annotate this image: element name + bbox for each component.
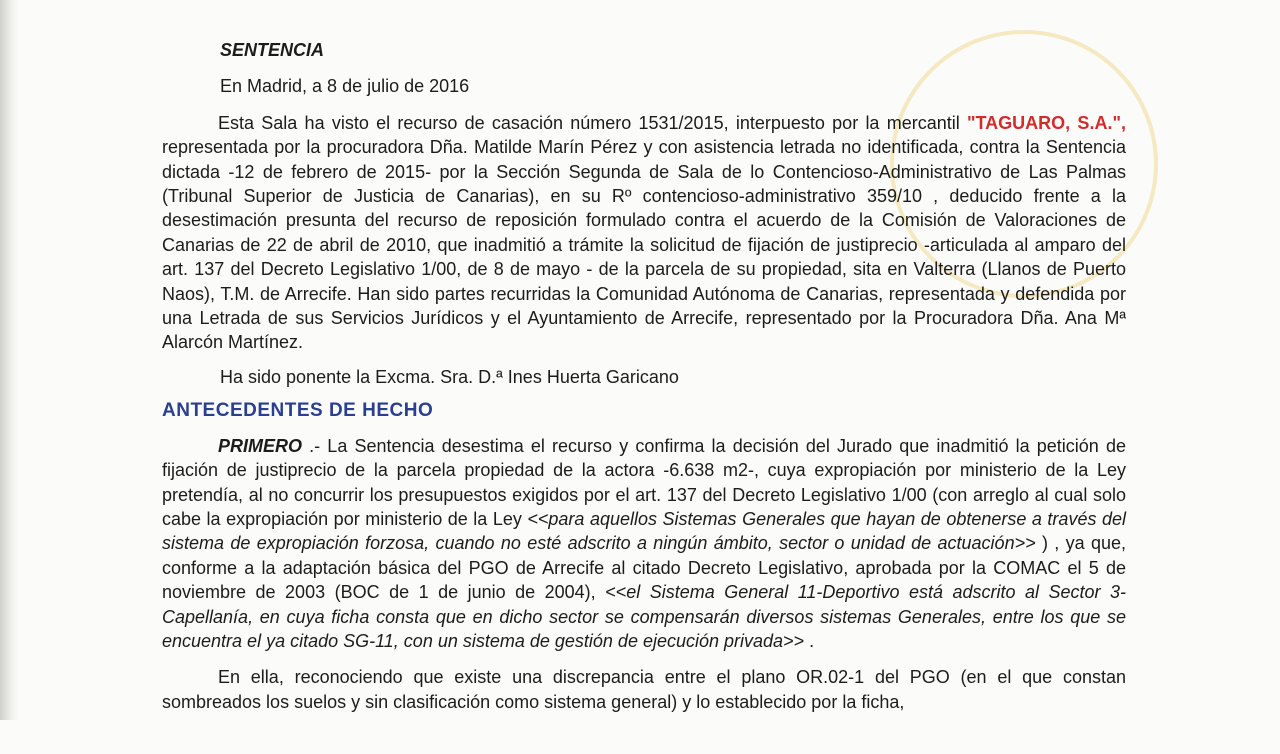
paragraph-en-ella: En ella, reconociendo que existe una discrepancia entre el plano OR.02-1 del PGO (en el que constan sombreados los suelos y sin clasificación como sistema general) y lo establecido por la ficha, xyxy=(162,667,1126,712)
paragraph-intro-part-b: representada por la procuradora Dña. Matilde Marín Pérez y con asistencia letrada no identificada, contra la Sentencia dictada -12 de febrero de 2015- por la Sección Segunda de Sala de lo Contencioso-Administrativo de Las Palmas (Tribunal Superior de Justicia de Canarias), en su Rº contencioso-administrativo 359/10 , deducido frente a la desestimación presunta del recurso de reposición formulado contra el acuerdo de la Comisión de Valoraciones de Canarias de 22 de abril de 2010, que inadmitió a trámite la solicitud de fijación de justiprecio -articulada al amparo del art. 137 del Decreto Legislativo 1/00, de 8 de mayo - de la parcela de su propiedad, sita en Valterra (Llanos de Puerto Naos), T.M. de Arrecife. Han sido partes recurridas la Comunidad Autónoma de Canarias, representada y defendida por una Letrada de sus Servicios Jurídicos y el Ayuntamiento de Arrecife, representado por la Procuradora Dña. Ana Mª Alarcón Martínez. xyxy=(162,137,1126,353)
primero-part-a: .- La Sentencia desestima el recurso y confirma la decisión del Jurado que inadmitió la petición de fijación de justiprecio de la parcela propiedad de la actora -6.638 m2-, cuya expropiación por ministerio de la Ley pretendía, al no concurrir los presupuestos exigidos por el art. 137 del Decreto Legislativo 1/00 (con arreglo al cual solo cabe la expropiación por ministerio de la Ley xyxy=(162,435,1126,529)
document-body xyxy=(162,38,1126,714)
paragraph-primero xyxy=(162,434,1126,654)
primero-quote-1: <<para aquellos Sistemas Generales que hayan de obtenerse a través del sistema de expropiación forzosa, cuando no esté adscrito a ningún ámbito, sector o unidad de actuación>> xyxy=(162,508,1126,554)
primero-quote-2: <<el Sistema General 11-Deportivo está adscrito al Sector 3-Capellanía, en cuya ficha consta que en dicho sector se compensarán diversos sistemas Generales, entre los que se encuentra el ya citado SG-11, con un sistema de gestión de ejecución privada>> xyxy=(162,582,1126,651)
ponente-line: Ha sido ponente la Excma. Sra. D.ª Ines Huerta Garicano xyxy=(220,366,679,387)
primero-part-b: ) , ya que, conforme a la adaptación básica del PGO de Arrecife al citado Decreto Legislativo, aprobada por la COMAC el 5 de noviembre de 2003 (BOC de 1 de junio de 2004), xyxy=(162,533,1127,603)
section-title: ANTECEDENTES DE HECHO xyxy=(162,400,434,422)
primero-label: PRIMERO xyxy=(218,435,303,456)
paragraph-intro xyxy=(162,111,1126,355)
date-line: En Madrid, a 8 de julio de 2016 xyxy=(220,76,470,97)
paragraph-intro-part-a: Esta Sala ha visto el recurso de casación número 1531/2015, interpuesto por la mercantil xyxy=(218,112,967,133)
document-heading: SENTENCIA xyxy=(220,40,325,60)
page-edge-shadow xyxy=(0,0,18,720)
primero-part-c: . xyxy=(804,630,815,651)
party-name: "TAGUARO, S.A.", xyxy=(966,112,1126,133)
